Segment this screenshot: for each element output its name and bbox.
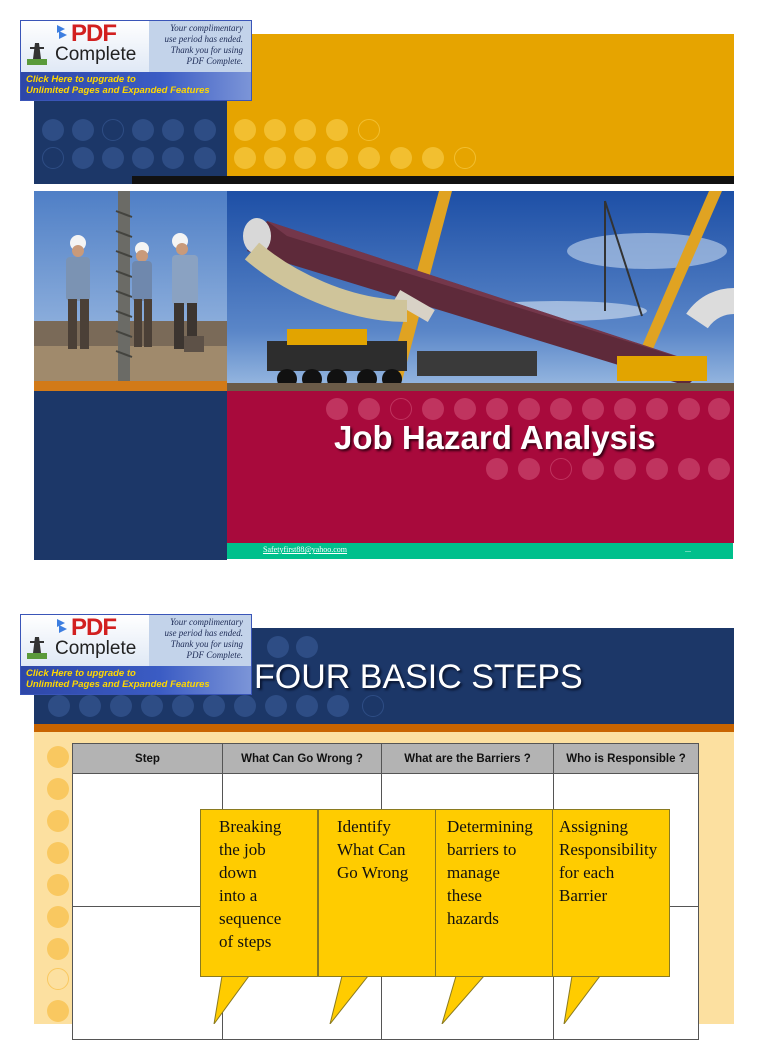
callout-line: manage bbox=[447, 863, 500, 882]
ad-message bbox=[133, 23, 243, 67]
ad-brand-pdf: PDF bbox=[71, 20, 116, 47]
tower-icon bbox=[27, 633, 47, 659]
table-header-cell: What Can Go Wrong ? bbox=[223, 744, 382, 774]
pdf-complete-ad[interactable] bbox=[20, 614, 252, 695]
ad-message bbox=[133, 617, 243, 661]
callout-identify-wrong bbox=[318, 809, 436, 977]
ad-upgrade-line: Unlimited Pages and Expanded Features bbox=[26, 679, 210, 690]
callout-line: down bbox=[219, 863, 257, 882]
ad-message-line: PDF Complete. bbox=[186, 56, 243, 66]
callout-line: What Can bbox=[337, 840, 406, 859]
ad-upgrade-line: Unlimited Pages and Expanded Features bbox=[26, 85, 210, 96]
ad-upgrade-link[interactable] bbox=[21, 666, 252, 694]
callout-breaking-job bbox=[200, 809, 318, 977]
ad-brand-complete: Complete bbox=[55, 638, 137, 659]
callout-line: Assigning bbox=[559, 817, 628, 836]
pdf-complete-ad[interactable] bbox=[20, 20, 252, 101]
footer-email-link[interactable]: Safetyfirst88@yahoo.com bbox=[263, 545, 348, 554]
slide2-title: FOUR BASIC STEPS bbox=[254, 658, 583, 696]
callout-line: Go Wrong bbox=[337, 863, 409, 882]
pipeline-photo bbox=[227, 191, 734, 391]
callout-determining-barriers bbox=[435, 809, 553, 977]
ad-message-line: use period has ended. bbox=[164, 628, 243, 638]
callout-line: for each bbox=[559, 863, 615, 882]
slide2-header-stripe bbox=[34, 724, 734, 732]
ad-upgrade-link[interactable] bbox=[21, 72, 252, 100]
ad-upgrade-line: Click Here to upgrade to bbox=[26, 668, 136, 679]
ad-logo-area bbox=[21, 615, 149, 667]
callout-line: into a bbox=[219, 886, 258, 905]
ad-brand-pdf: PDF bbox=[71, 614, 116, 641]
ad-message-line: PDF Complete. bbox=[186, 650, 243, 660]
header-divider bbox=[132, 176, 734, 184]
callout-line: Breaking bbox=[219, 817, 282, 836]
ad-message-line: Your complimentary bbox=[170, 617, 243, 627]
callout-line: the job bbox=[219, 840, 266, 859]
ad-message-line: Thank you for using bbox=[170, 45, 243, 55]
callout-line: Identify bbox=[337, 817, 391, 836]
callout-assigning-responsibility bbox=[552, 809, 670, 977]
callout-tails bbox=[194, 976, 674, 1024]
photo-strip-orange bbox=[34, 381, 227, 391]
arrows-icon bbox=[57, 25, 69, 39]
table-header-cell: Step bbox=[73, 744, 223, 774]
table-header-row bbox=[73, 744, 699, 774]
ad-brand-complete: Complete bbox=[55, 44, 137, 65]
slide-1 bbox=[34, 34, 734, 560]
ad-message-line: Your complimentary bbox=[170, 23, 243, 33]
callout-line: hazards bbox=[447, 909, 499, 928]
lower-left-navy bbox=[34, 391, 227, 560]
callout-line: sequence bbox=[219, 909, 282, 928]
ad-logo-area bbox=[21, 21, 149, 73]
footer-right-text: ... bbox=[685, 545, 691, 554]
slide-title: Job Hazard Analysis bbox=[334, 419, 656, 456]
table-header-cell: What are the Barriers ? bbox=[382, 744, 554, 774]
table-header-cell: Who is Responsible ? bbox=[554, 744, 699, 774]
workers-photo bbox=[34, 191, 227, 391]
callout-line: barriers to bbox=[447, 840, 517, 859]
callout-line: Responsibility bbox=[559, 840, 658, 859]
callout-line: Determining bbox=[447, 817, 533, 836]
ad-message-line: use period has ended. bbox=[164, 34, 243, 44]
ad-message-line: Thank you for using bbox=[170, 639, 243, 649]
ad-upgrade-line: Click Here to upgrade to bbox=[26, 74, 136, 85]
callout-line: Barrier bbox=[559, 886, 608, 905]
arrows-icon bbox=[57, 619, 69, 633]
tower-icon bbox=[27, 39, 47, 65]
callout-line: these bbox=[447, 886, 482, 905]
callout-line: of steps bbox=[219, 932, 272, 951]
footer-bar bbox=[227, 543, 733, 559]
